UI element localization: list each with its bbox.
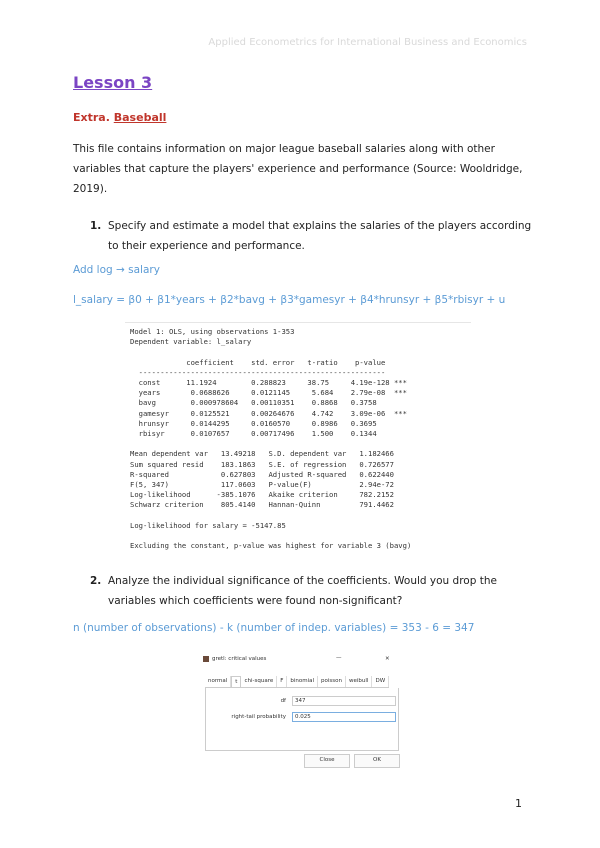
tab-weibull[interactable]: weibull	[346, 676, 372, 687]
intro-paragraph: This file contains information on major league baseball salaries along with other variables that capture the players' experience and performance (Source: Wooldridge, 2019).	[73, 143, 523, 195]
regression-output: Model 1: OLS, using observations 1-353 Dependent variable: l_salary coefficient std. error t-ratio p-value --------------------------------------------------------- const 11.1924 0.288823 38.75 4.19e-128 *** years 0.0688626 0.0121145 5.684 2.79e-08 *** bavg 0.000978604 0.00110351 0.8868 0.3758 gamesyr 0.0125521 0.00264676 4.742 3.09e-06 *** hrunsyr 0.0144295 0.0160570 0.8986 0.3695 rbisyr 0.0107657 0.00717496 1.500 0.1344 Mean dependent var 13.49218 S.D. dependent var 1.182466 Sum squared resid 183.1863 S.E. of regression 0.726577 R-squared 0.627803 Adjusted R-squared 0.622440 F(5, 347) 117.0603 P-value(F) 2.94e-72 Log-likelihood -385.1076 Akaike criterion 782.2152 Schwarz criterion 805.4140 Hannan-Quinn 791.4462 Log-likelihood for salary = -5147.85 Excluding the constant, p-value was highest for variable 3 (bavg)	[125, 322, 471, 555]
probability-input[interactable]: 0.025	[292, 712, 396, 722]
q1-text: Specify and estimate a model that explains the salaries of the players according to their experience and performance.	[108, 220, 532, 252]
close-button[interactable]: Close	[304, 754, 350, 768]
step-add-log: Add log → salary	[73, 264, 160, 276]
df-label: df	[280, 698, 286, 704]
tab-chi-square[interactable]: chi-square	[241, 676, 277, 687]
ok-button[interactable]: OK	[354, 754, 400, 768]
t-panel	[205, 688, 399, 751]
model-equation: l_salary = β0 + β1*years + β2*bavg + β3*gamesyr + β4*hrunsyr + β5*rbisyr + u	[73, 294, 506, 306]
q2-number: 2.	[90, 575, 102, 587]
distribution-tabs	[205, 676, 389, 688]
close-window-button[interactable]: ✕	[385, 656, 390, 662]
critical-values-dialog	[200, 654, 402, 769]
dialog-title: gretl: critical values	[212, 656, 267, 662]
gretl-app-icon	[203, 656, 209, 662]
extra-prefix: Extra.	[73, 111, 110, 124]
question-2	[90, 571, 533, 611]
df-input[interactable]: 347	[292, 696, 396, 706]
tab-normal[interactable]: normal	[205, 676, 231, 687]
tab-poisson[interactable]: poisson	[318, 676, 346, 687]
tab-t[interactable]: t	[231, 676, 241, 687]
tab-f[interactable]: F	[277, 676, 287, 687]
degrees-of-freedom-note: n (number of observations) - k (number of indep. variables) = 353 - 6 = 347	[73, 622, 475, 634]
tab-binomial[interactable]: binomial	[287, 676, 318, 687]
q2-text: Analyze the individual significance of the coefficients. Would you drop the variables which coefficients were found non-significant?	[108, 575, 497, 607]
question-1	[90, 216, 533, 256]
baseball-link[interactable]: Baseball	[113, 111, 167, 124]
page-number: 1	[515, 797, 522, 810]
probability-label: right-tail probability	[231, 714, 286, 720]
lesson-title: Lesson 3	[73, 73, 153, 92]
q1-number: 1.	[90, 220, 102, 232]
extra-heading	[73, 111, 166, 124]
minimize-button[interactable]: —	[336, 655, 342, 661]
running-header: Applied Econometrics for International Business and Economics	[208, 37, 527, 48]
tab-dw[interactable]: DW	[372, 676, 389, 687]
